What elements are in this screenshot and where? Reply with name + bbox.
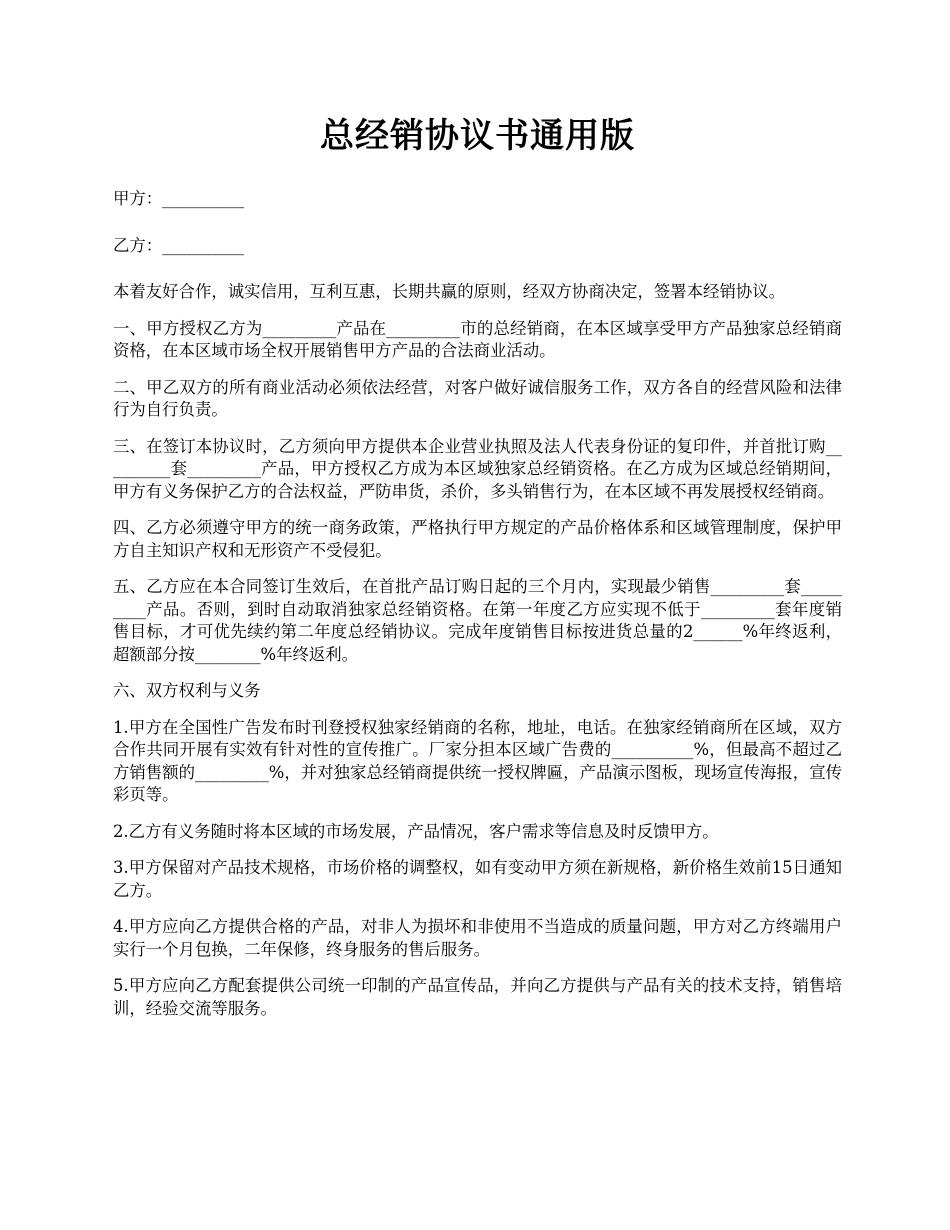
rights-item-2: 2.乙方有义务随时将本区域的市场发展，产品情况，客户需求等信息及时反馈甲方。 [113, 821, 719, 841]
document-title: 总经销协议书通用版 [320, 116, 635, 156]
clause-2: 二、甲乙双方的所有商业活动必须依法经营，对客户做好诚信服务工作，双方各自的经营风险和法律行为自行负责。 [113, 377, 842, 419]
clause-4: 四、乙方必须遵守甲方的统一商务政策，严格执行甲方规定的产品价格体系和区域管理制度，保护甲方自主知识产权和无形资产不受侵犯。 [113, 518, 842, 560]
clause-6-heading: 六、双方权利与义务 [113, 681, 261, 700]
clause-5: 五、乙方应在本合同签订生效后，在首批产品订购日起的三个月内，实现最少销售_________套_________产品。否则，到时自动取消独家总经销资格。在第一年度乙方应实现不低于_________套年度销售目标，才可优先续约第二年度总经销协议。完成年度销售目标按进货总量的2______%年终返利，超额部分按________%年终返利。 [113, 577, 842, 664]
rights-item-1: 1.甲方在全国性广告发布时刊登授权独家经销商的名称，地址，电话。在独家经销商所在区域，双方合作共同开展有实效有针对性的宣传推广。厂家分担本区域广告费的__________%，但最高不超过乙方销售额的_________%，并对独家总经销商提供统一授权牌匾，产品演示图板，现场宣传海报，宣传彩页等。 [113, 717, 842, 804]
party-b-line: 乙方：__________ [113, 235, 245, 255]
rights-item-3: 3.甲方保留对产品技术规格，市场价格的调整权，如有变动甲方须在新规格，新价格生效前15日通知乙方。 [113, 858, 842, 900]
rights-item-4: 4.甲方应向乙方提供合格的产品，对非人为损坏和非使用不当造成的质量问题，甲方对乙方终端用户实行一个月包换，二年保修，终身服务的售后服务。 [113, 917, 842, 959]
clause-3: 三、在签订本协议时，乙方须向甲方提供本企业营业执照及法人代表身份证的复印件，并首批订购_________套_________产品，甲方授权乙方成为本区域独家总经销资格。在乙方成为区域总经销期间，甲方有义务保护乙方的合法权益，严防串货，杀价，多头销售行为，在本区域不再发展授权经销商。 [113, 436, 842, 501]
rights-item-5: 5.甲方应向乙方配套提供公司统一印制的产品宣传品，并向乙方提供与产品有关的技术支持，销售培训，经验交流等服务。 [113, 976, 842, 1018]
party-a-line: 甲方：__________ [113, 189, 245, 208]
intro-paragraph: 本着友好合作，诚实信用，互利互惠，长期共赢的原则，经双方协商决定，签署本经销协议。 [113, 282, 786, 301]
clause-1: 一、甲方授权乙方为_________产品在_________市的总经销商，在本区域享受甲方产品独家总经销商资格，在本区域市场全权开展销售甲方产品的合法商业活动。 [113, 318, 842, 360]
